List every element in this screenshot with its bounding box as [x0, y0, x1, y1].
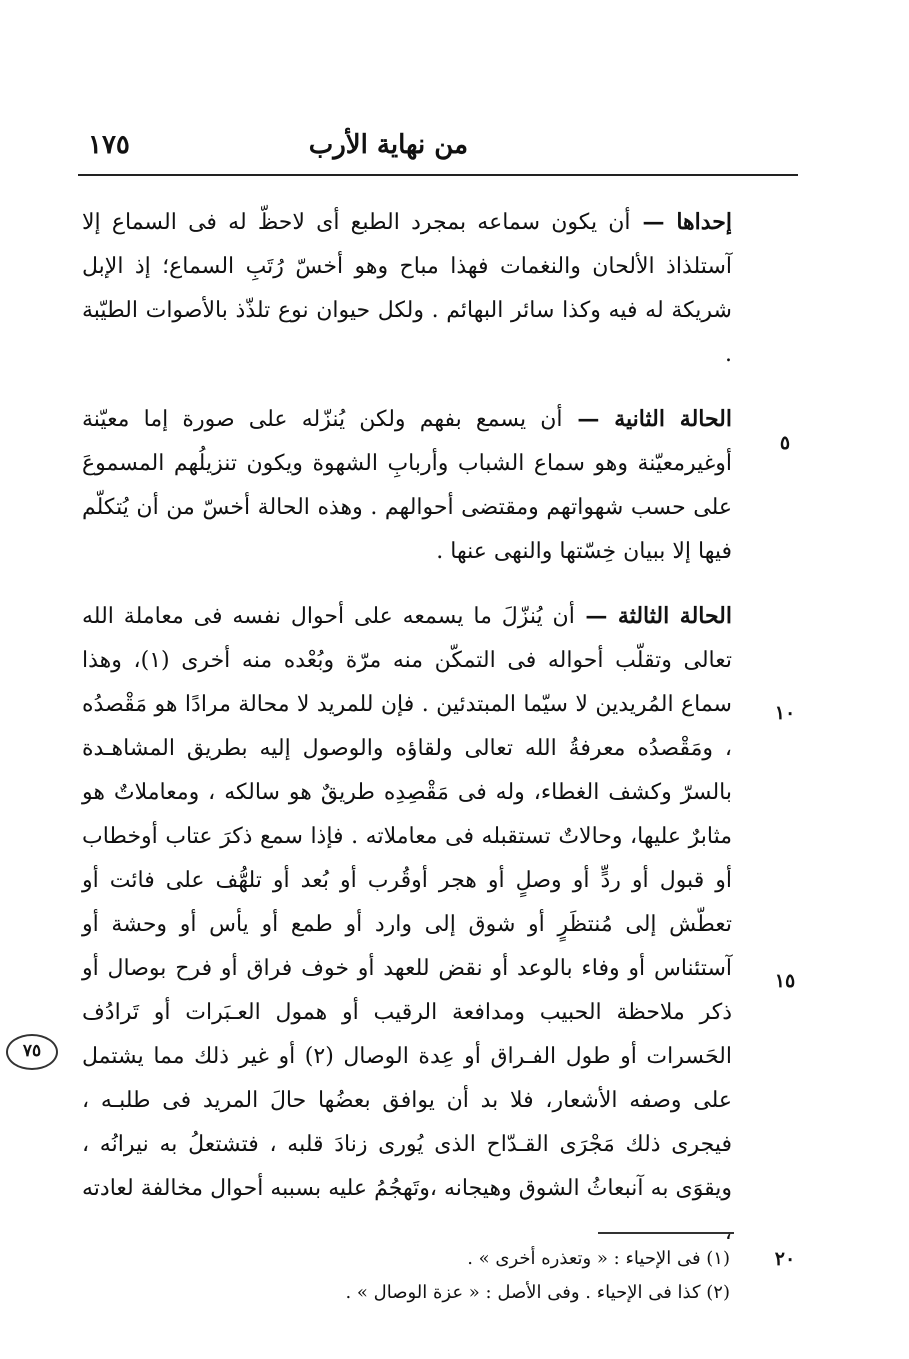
paragraph-text: أن يكون سماعه بمجرد الطبع أى لاحظّ له فى السماع إلا آستلذاذ الألحان والنغمات فهذا مباح وهو أخسّ رُتَبِ السماع؛ إذ الإبل شريكة له فيه وكذا سائر البهائم . ولكل حيوان نوع تلذّذ بالأصوات الطيّبة . — [82, 210, 732, 367]
footnote-1: (١) فى الإحياء : « وتعذره أخرى » . — [467, 1248, 730, 1269]
paragraph-text: أن يسمع بفهم ولكن يُنزّله على صورة إما معيّنة أوغيرمعيّنة وهو سماع الشباب وأربابِ الشهوة ويكون تنزيلُهم المسموعَ على حسب شهواتهم ومقتضى أحوالهم . وهذه الحالة أخسّ من أن يُتكلّم فيها إلا ببيان خِسّتها والنهى عنها . — [82, 407, 732, 564]
page-header — [78, 118, 798, 178]
paragraph-lead: الحالة الثالثة — — [574, 603, 732, 629]
footnotes — [250, 1242, 730, 1310]
footnote-2: (٢) كذا فى الإحياء . وفى الأصل : « عزة الوصال » . — [345, 1282, 730, 1303]
page-number: ١٧٥ — [88, 130, 130, 160]
line-number-10: ١٠ — [774, 702, 796, 724]
page-seal: ٧٥ — [6, 1034, 58, 1070]
line-number-5: ٥ — [779, 432, 791, 454]
paragraph-3 — [82, 594, 732, 1255]
paragraph-2 — [82, 397, 732, 574]
paragraph-1 — [82, 200, 732, 377]
line-number-15: ١٥ — [774, 970, 796, 992]
line-number-20: ٢٠ — [774, 1248, 796, 1270]
body-text — [82, 200, 732, 1275]
running-title: من نهاية الأرب — [308, 130, 468, 160]
paragraph-text: أن يُنزّلَ ما يسمعه على أحوال نفسه فى معاملة الله تعالى وتقلّب أحواله فى التمكّن منه مرّة وبُعْده منه أخرى (١)، وهذا سماع المُريدين لا سيّما المبتدئين . فإن للمريد لا محالة مرادًا هو مَقْصدُه ، ومَقْصدُه معرفةُ الله تعالى ولقاؤه والوصول إليه بطريق المشاهـدة بالسرّ وكشف الغطاء، وله فى مَقْصِدِه طريقٌ هو سالكه ، ومعاملاتٌ هو مثابرٌ عليها، وحالاتٌ تستقبله فى معاملاته . فإذا سمع ذكرَ عتاب أوخطاب أو قبول أو ردٍّ أو وصلٍ أو هجر أوقُرب أو بُعد أو تلهُّف على فائت أو تعطّش إلى مُنتظَرٍ أو شوق إلى وارد أو طمع أو يأس أو وحشة أو آستئناس أو وفاء بالوعد أو نقض للعهد أو خوف فراق أو فرح بوصال أو ذكر ملاحظة الحبيب ومدافعة الرقيب أو همول العـبَرات أو تَرادُف الحَسرات أو طول الفـراق أو عِدة الوصال (٢) أو غير ذلك مما يشتمل على وصفه الأشعار، فلا بد أن يوافق بعضُها حالَ المريد فى طلبـه ، فيجرى ذلك مَجْرَى القـدّاح الذى يُورى زنادَ قلبه ، فتشتعلُ به نيرانُه ، ويقوَى به آنبعاثُ الشوق وهيجانه ،وتَهجُمُ عليه بسببه أحوال مخالفة لعادته — [82, 604, 732, 1201]
footnote-rule — [598, 1232, 734, 1234]
paragraph-lead: الحالة الثانية — — [562, 406, 732, 432]
header-rule — [78, 174, 798, 176]
paragraph-lead: إحداها — — [630, 209, 733, 235]
